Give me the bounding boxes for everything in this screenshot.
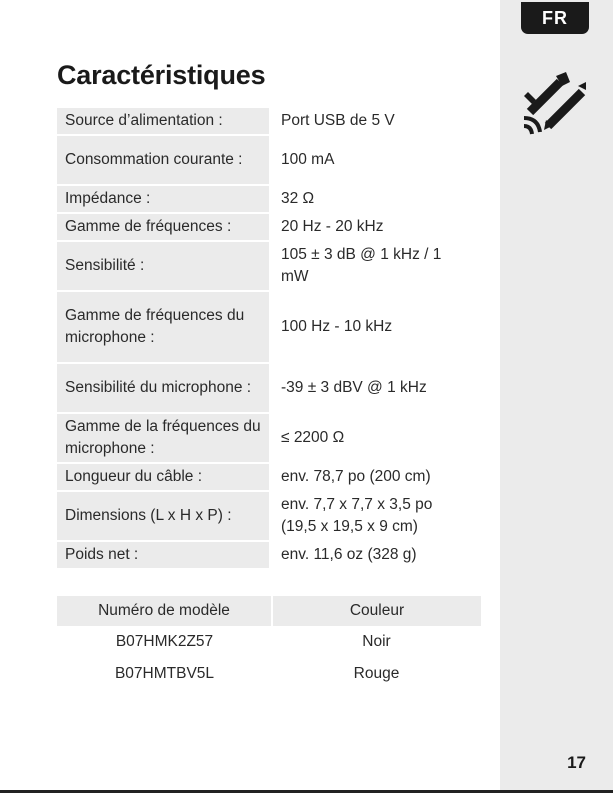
spec-row bbox=[57, 242, 467, 290]
spec-label: Consommation courante : bbox=[57, 136, 269, 184]
spec-label: Longueur du câble : bbox=[57, 464, 269, 490]
model-color-table bbox=[57, 596, 481, 690]
language-badge: FR bbox=[521, 2, 589, 34]
spec-row bbox=[57, 364, 467, 412]
spec-value: 32 Ω bbox=[281, 190, 315, 207]
spec-value: ≤ 2200 Ω bbox=[281, 429, 345, 446]
spec-value: env. 78,7 po (200 cm) bbox=[281, 468, 431, 485]
spec-value: -39 ± 3 dBV @ 1 kHz bbox=[281, 379, 427, 396]
spec-label: Poids net : bbox=[57, 542, 269, 568]
spec-value: env. 11,6 oz (328 g) bbox=[281, 546, 417, 563]
model-number: B07HMTBV5L bbox=[114, 665, 215, 682]
spec-row bbox=[57, 108, 467, 134]
spec-label: Gamme de fréquences : bbox=[57, 214, 269, 240]
table-row bbox=[57, 658, 481, 690]
spec-value: env. 7,7 x 7,7 x 3,5 po (19,5 x 19,5 x 9 cm) bbox=[281, 496, 433, 535]
spec-row bbox=[57, 492, 467, 540]
spec-value: 105 ± 3 dB @ 1 kHz / 1 mW bbox=[281, 246, 442, 285]
spec-row bbox=[57, 214, 467, 240]
headset-pen-icon bbox=[520, 68, 590, 138]
model-color: Noir bbox=[362, 633, 391, 650]
model-number: B07HMK2Z57 bbox=[115, 633, 214, 650]
spec-row bbox=[57, 292, 467, 362]
model-color: Rouge bbox=[353, 665, 400, 682]
table-row bbox=[57, 626, 481, 658]
spec-row bbox=[57, 136, 467, 184]
spec-row bbox=[57, 186, 467, 212]
spec-label: Dimensions (L x H x P) : bbox=[57, 492, 269, 540]
spec-row bbox=[57, 542, 467, 568]
specifications-table bbox=[57, 106, 467, 570]
page-number: 17 bbox=[567, 753, 586, 772]
model-number-header: Numéro de modèle bbox=[57, 596, 272, 626]
page-title: Caractéristiques bbox=[57, 60, 266, 90]
spec-label: Gamme de fréquences du microphone : bbox=[57, 292, 269, 362]
spec-value: 100 Hz - 10 kHz bbox=[281, 318, 393, 335]
spec-value: 100 mA bbox=[281, 151, 335, 168]
spec-row bbox=[57, 464, 467, 490]
color-header: Couleur bbox=[272, 596, 481, 626]
spec-row bbox=[57, 414, 467, 462]
spec-label: Sensibilité : bbox=[57, 242, 269, 290]
spec-label: Gamme de la fréquences du microphone : bbox=[57, 414, 269, 462]
spec-label: Source d’alimentation : bbox=[57, 108, 269, 134]
model-table-header bbox=[57, 596, 481, 626]
spec-value: 20 Hz - 20 kHz bbox=[281, 218, 384, 235]
spec-label: Sensibilité du microphone : bbox=[57, 364, 269, 412]
spec-value: Port USB de 5 V bbox=[281, 112, 395, 129]
spec-label: Impédance : bbox=[57, 186, 269, 212]
